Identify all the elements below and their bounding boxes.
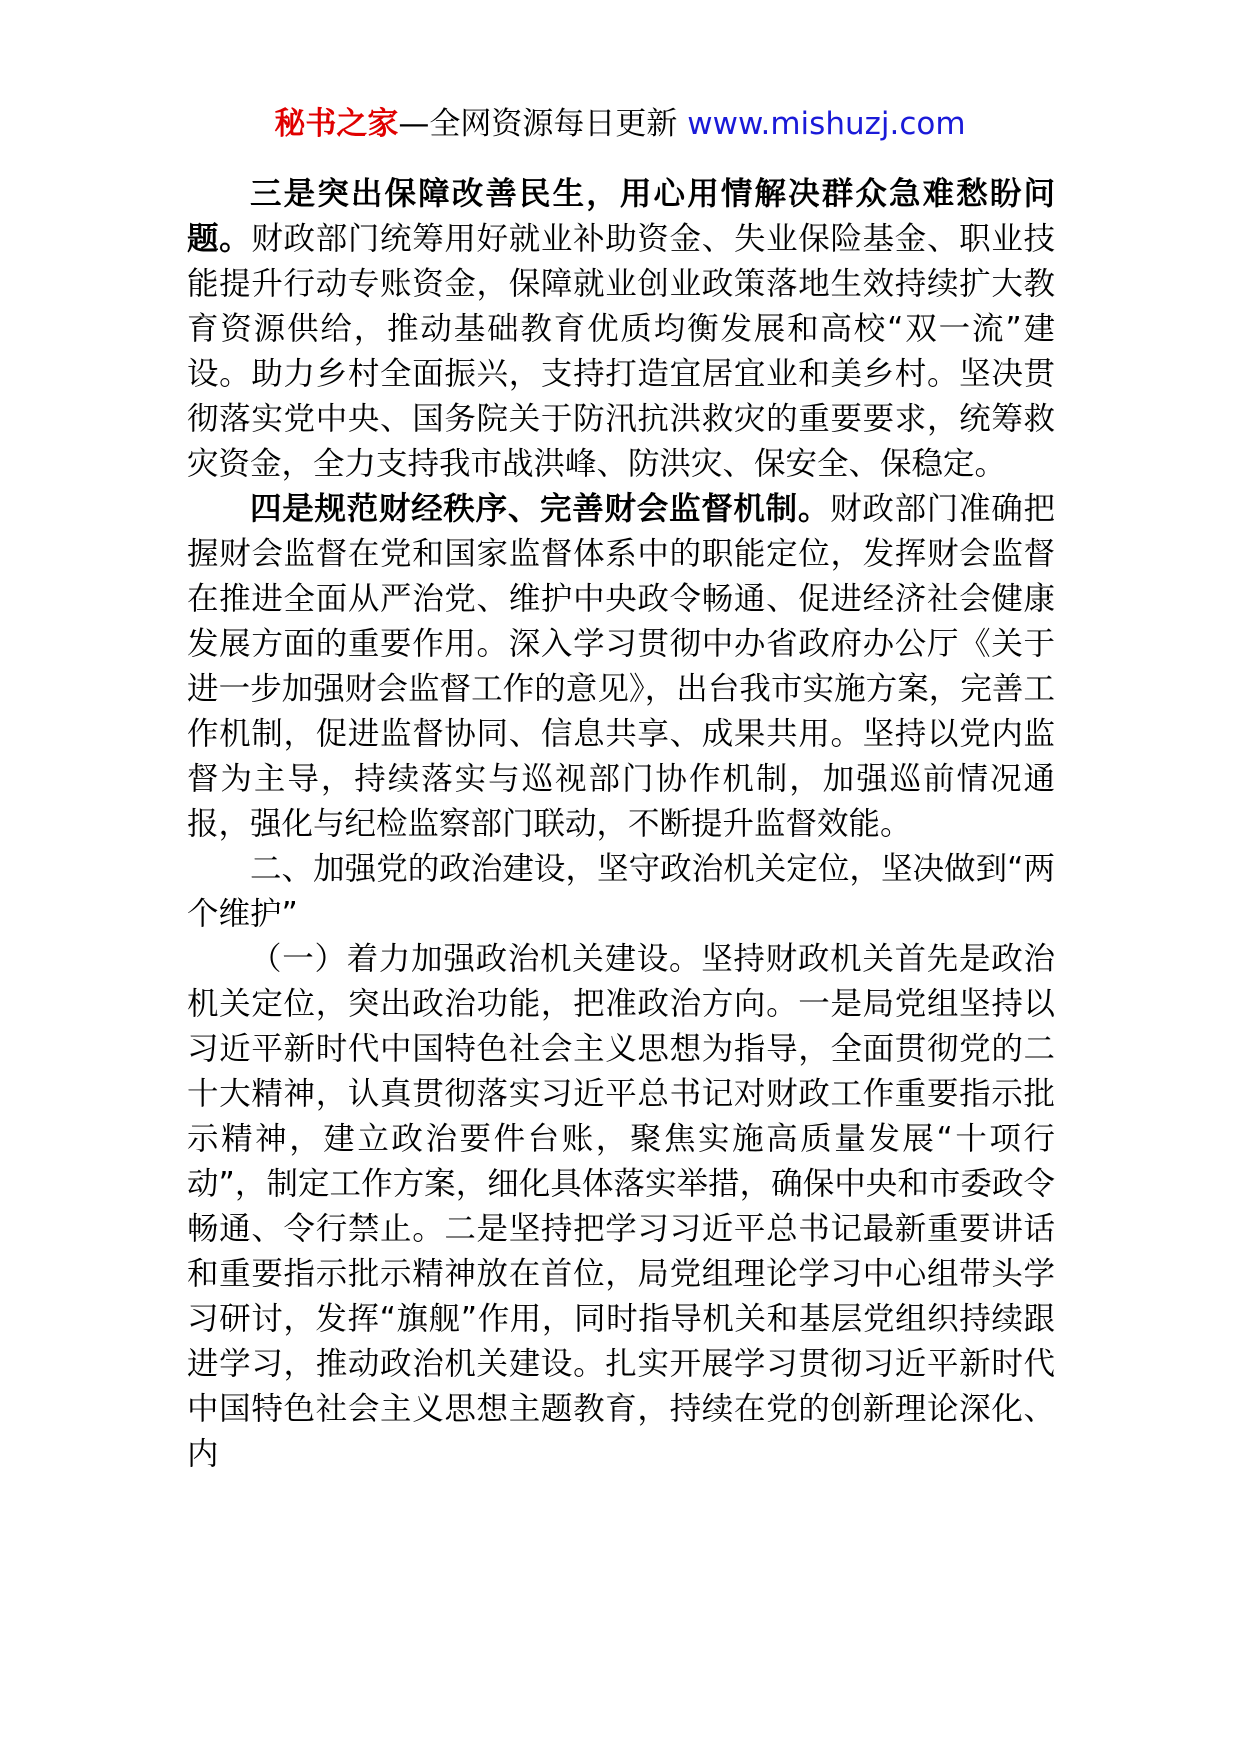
paragraph xyxy=(187,937,1055,1477)
paragraph-text: 二、加强党的政治建设，坚守政治机关定位，坚决做到“两个维护” xyxy=(187,851,1055,932)
page-header xyxy=(0,100,1240,148)
header-tagline: —全网资源每日更新 xyxy=(398,106,688,142)
paragraph-text: 财政部门统筹用好就业补助资金、失业保险基金、职业技能提升行动专账资金，保障就业创业政策落地生效持续扩大教育资源供给，推动基础教育优质均衡发展和高校“双一流”建设。助力乡村全面振兴，支持打造宜居宜业和美乡村。坚决贯彻落实党中央、国务院关于防汛抗洪救灾的重要要求，统筹救灾资金，全力支持我市战洪峰、防洪灾、保安全、保稳定。 xyxy=(187,221,1055,482)
paragraph xyxy=(187,172,1055,487)
brand-name: 秘书之家 xyxy=(274,106,399,142)
paragraph-lead: 三是突出保障改善民生，用心用情解决群众急难愁盼问题。 xyxy=(187,176,1055,257)
website-link[interactable]: www.mishuzj.com xyxy=(687,106,966,142)
document-body xyxy=(187,172,1055,1477)
paragraph-lead: 四是规范财经秩序、完善财会监督机制。 xyxy=(250,491,831,527)
paragraph xyxy=(187,487,1055,847)
paragraph-text: （一）着力加强政治机关建设。坚持财政机关首先是政治机关定位，突出政治功能，把准政治方向。一是局党组坚持以习近平新时代中国特色社会主义思想为指导，全面贯彻党的二十大精神，认真贯彻落实习近平总书记对财政工作重要指示批示精神，建立政治要件台账，聚焦实施高质量发展“十项行动”，制定工作方案，细化具体落实举措，确保中央和市委政令畅通、令行禁止。二是坚持把学习习近平总书记最新重要讲话和重要指示批示精神放在首位，局党组理论学习中心组带头学习研讨，发挥“旗舰”作用，同时指导机关和基层党组织持续跟进学习，推动政治机关建设。扎实开展学习贯彻习近平新时代中国特色社会主义思想主题教育，持续在党的创新理论深化、内 xyxy=(187,941,1055,1472)
section-heading xyxy=(187,847,1055,937)
paragraph-text: 财政部门准确把握财会监督在党和国家监督体系中的职能定位，发挥财会监督在推进全面从严治党、维护中央政令畅通、促进经济社会健康发展方面的重要作用。深入学习贯彻中办省政府办公厅《关于进一步加强财会监督工作的意见》，出台我市实施方案，完善工作机制，促进监督协同、信息共享、成果共用。坚持以党内监督为主导，持续落实与巡视部门协作机制，加强巡前情况通报，强化与纪检监察部门联动，不断提升监督效能。 xyxy=(187,491,1055,842)
